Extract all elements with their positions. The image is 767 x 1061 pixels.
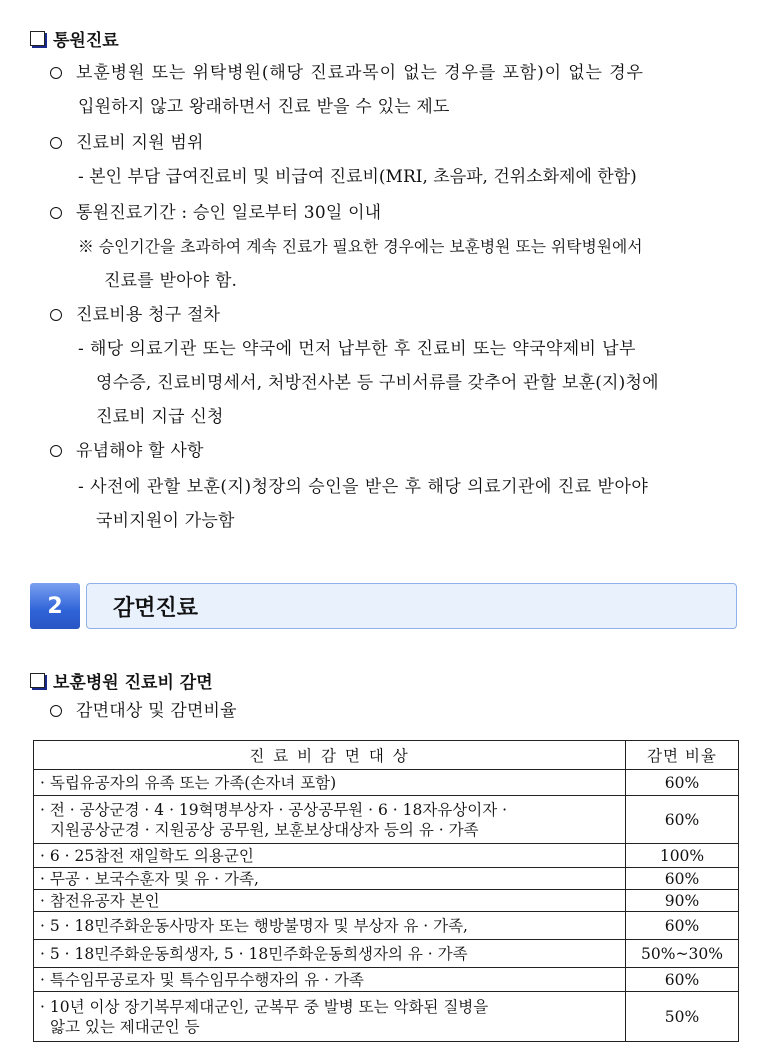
- circle-bullet-icon: [50, 207, 62, 219]
- subject-text: · 특수임무공로자 및 특수임무수행자의 유 · 가족: [40, 970, 364, 989]
- subject-text: · 10년 이상 장기복무제대군인, 군복무 중 발병 또는 악화된 질병을: [40, 997, 489, 1016]
- item-heading: 감면대상 및 감면비율: [76, 701, 237, 721]
- subject-text: · 참전유공자 본인: [40, 891, 160, 910]
- subject-cell: [34, 912, 626, 940]
- header-subject: 진 료 비 감 면 대 상: [34, 741, 626, 770]
- header-rate: 감면 비율: [626, 741, 739, 770]
- item-detail: - 본인 부담 급여진료비 및 비급여 진료비(MRI, 초음파, 건위소화제에 한함): [78, 167, 637, 187]
- item-heading: 유념해야 할 사항: [76, 441, 204, 461]
- item-detail-continued: 진료비 지급 신청: [96, 407, 224, 427]
- list-item: [50, 196, 381, 230]
- discount-rate-table: [33, 740, 739, 1042]
- item-note-continued: 진료를 받아야 함.: [104, 271, 238, 291]
- rate-cell: 90%: [626, 890, 739, 912]
- section-title: 통원진료: [53, 31, 119, 51]
- circle-bullet-icon: [50, 309, 62, 321]
- subject-cell: [34, 992, 626, 1042]
- item-note: ※ 승인기간을 초과하여 계속 진료가 필요한 경우에는 보훈병원 또는 위탁병원에서: [78, 237, 643, 256]
- subject-cell: [34, 940, 626, 968]
- table-row: [34, 940, 739, 968]
- subject-text: · 6 · 25참전 재일학도 의용군인: [40, 846, 254, 865]
- table-row: [34, 992, 739, 1042]
- table-header-row: [34, 741, 739, 770]
- item-detail-continued: 영수증, 진료비명세서, 처방전사본 등 구비서류를 갖추어 관할 보훈(지)청에: [96, 373, 659, 393]
- item-detail: - 사전에 관할 보훈(지)청장의 승인을 받은 후 해당 의료기관에 진료 받아야: [78, 477, 649, 497]
- list-item: [50, 694, 237, 728]
- rate-cell: 50%~30%: [626, 940, 739, 968]
- rate-cell: 60%: [626, 796, 739, 844]
- circle-bullet-icon: [50, 445, 62, 457]
- subject-cell: [34, 968, 626, 992]
- section-number-badge: 2: [30, 583, 80, 629]
- table-row: [34, 868, 739, 890]
- section-banner-title: 감면진료: [86, 583, 737, 629]
- subject-cell: [34, 868, 626, 890]
- subject-text-continued: 지원공상군경 · 지원공상 공무원, 보훈보상대상자 등의 유 · 가족: [50, 820, 479, 839]
- section-title: 보훈병원 진료비 감면: [53, 673, 213, 693]
- list-item: [50, 298, 220, 332]
- item-detail: - 해당 의료기관 또는 약국에 먼저 납부한 후 진료비 또는 약국약제비 납부: [78, 339, 636, 359]
- circle-bullet-icon: [50, 67, 62, 79]
- subject-text: · 전 · 공상군경 · 4 · 19혁명부상자 · 공상공무원 · 6 · 18자유상이자 ·: [40, 800, 508, 819]
- item-heading-continued: 입원하지 않고 왕래하면서 진료 받을 수 있는 제도: [78, 97, 450, 117]
- subject-cell: [34, 796, 626, 844]
- subject-text: · 무공 · 보국수훈자 및 유 · 가족,: [40, 869, 259, 888]
- item-heading: 진료비 지원 범위: [76, 133, 204, 153]
- checkbox-square-icon: [30, 673, 45, 688]
- rate-cell: 60%: [626, 968, 739, 992]
- subject-cell: [34, 844, 626, 868]
- circle-bullet-icon: [50, 137, 62, 149]
- subject-text: · 독립유공자의 유족 또는 가족(손자녀 포함): [40, 773, 337, 792]
- rate-cell: 50%: [626, 992, 739, 1042]
- section-heading-discount: [30, 668, 213, 693]
- table-row: [34, 844, 739, 868]
- subject-cell: [34, 770, 626, 796]
- item-heading: 진료비용 청구 절차: [76, 305, 221, 325]
- rate-cell: 60%: [626, 868, 739, 890]
- list-item: [50, 56, 644, 90]
- table-row: [34, 912, 739, 940]
- item-detail-continued: 국비지원이 가능함: [96, 511, 235, 531]
- rate-cell: 60%: [626, 770, 739, 796]
- circle-bullet-icon: [50, 705, 62, 717]
- rate-cell: 60%: [626, 912, 739, 940]
- table-row: [34, 968, 739, 992]
- subject-cell: [34, 890, 626, 912]
- subject-text: · 5 · 18민주화운동사망자 또는 행방불명자 및 부상자 유 · 가족,: [40, 916, 468, 935]
- rate-cell: 100%: [626, 844, 739, 868]
- table-row: [34, 796, 739, 844]
- subject-text-continued: 앓고 있는 제대군인 등: [50, 1017, 200, 1036]
- discount-table-container: [33, 740, 739, 1042]
- item-heading: 보훈병원 또는 위탁병원(해당 진료과목이 없는 경우를 포함)이 없는 경우: [76, 63, 644, 83]
- section-heading-outpatient: [30, 26, 119, 51]
- item-heading: 통원진료기간 : 승인 일로부터 30일 이내: [76, 203, 382, 223]
- list-item: [50, 434, 204, 468]
- subject-text: · 5 · 18민주화운동희생자, 5 · 18민주화운동희생자의 유 · 가족: [40, 944, 468, 963]
- table-row: [34, 770, 739, 796]
- list-item: [50, 126, 204, 160]
- checkbox-square-icon: [30, 31, 45, 46]
- table-row: [34, 890, 739, 912]
